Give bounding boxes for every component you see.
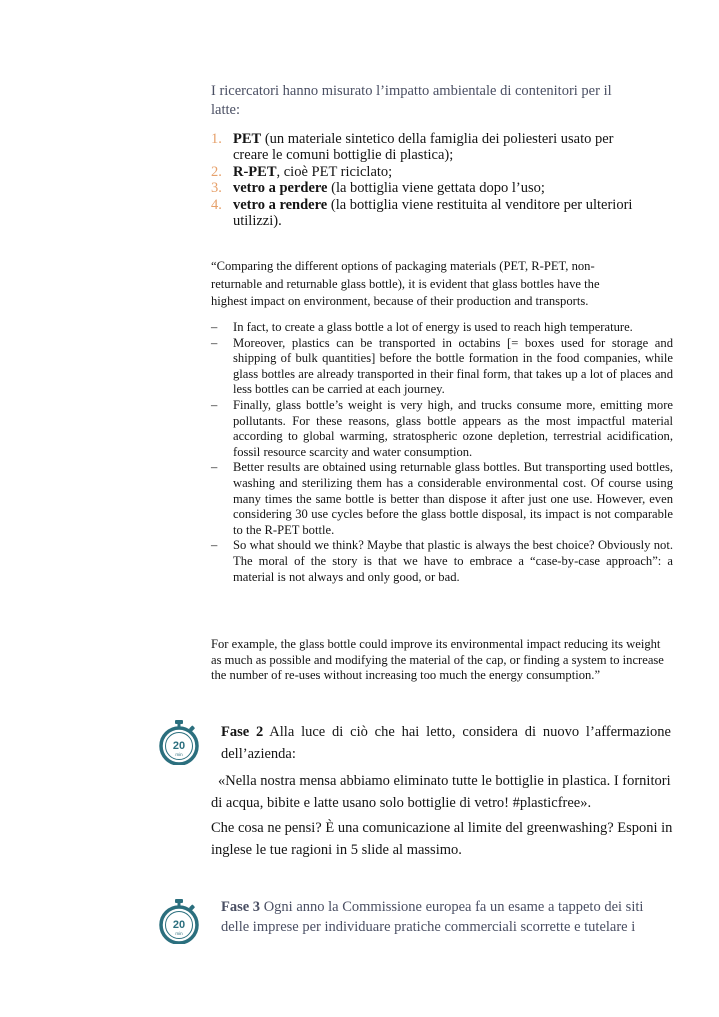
material-term: R-PET [233,163,277,180]
intro-paragraph: I ricercatori hanno misurato l’impatto ambientale di contenitori per il latte: [211,83,612,118]
phase2-intro [221,721,671,765]
materials-list-item [211,197,641,230]
material-description: (un materiale sintetico della famiglia dei poliesteri usato per creare le comuni bottiglie di plastica); [233,131,614,164]
materials-list-item [211,164,641,180]
material-term: PET [233,131,262,147]
list-number: 1. [211,131,222,147]
dash-bullet: – [211,335,218,350]
quote-point [211,460,673,538]
timer-minutes: 20 [172,740,186,752]
material-description: (la bottiglia viene gettata dopo l’uso; [327,180,545,197]
dash-bullet: – [211,460,218,475]
list-number: 2. [211,163,222,180]
stopwatch-icon [157,898,201,944]
quote-closing: For example, the glass bottle could improve its environmental impact reducing its weight as much as possible and modifying the material of the cap, or finding a system to increase the number of re-uses without increasing too much the energy consumption.” [211,637,664,683]
quote-intro: “Comparing the different options of packaging materials (PET, R-PET, non-returnable and returnable glass bottle), it is evident that glass bottles have the highest impact on environment, because of their production and transports. [211,259,600,308]
list-number: 4. [211,196,222,213]
quote-point [211,336,673,398]
phase3-body: Ogni anno la Commissione europea fa un esame a tappeto dei siti delle imprese per individuare pratiche commerciali scorrette e tutelare i [221,899,644,935]
phase2-question: Che cosa ne pensi? È una comunicazione al limite del greenwashing? Esponi in inglese le tue ragioni in 5 slide al massimo. [211,820,673,858]
material-description: , cioè PET riciclato; [276,163,393,180]
dash-bullet: – [211,320,218,334]
quote-points-list [211,320,673,585]
timer-unit: min [175,931,183,936]
dash-bullet: – [211,397,218,412]
material-description: (la bottiglia viene restituita al venditore per ulteriori utilizzi). [233,196,633,230]
quote-point [211,398,673,460]
materials-list [211,131,641,229]
materials-list-item [211,131,641,164]
quote-point-text: Moreover, plastics can be transported in octabins [= boxes used for storage and shipping of bulk quantities] before the bottle formation in the food companies, while glass bottles are already transported in their final form, that takes up a lot of places and less bottles can be carried at each journey. [233,335,673,397]
phase3-text [221,897,661,937]
materials-list-item [211,180,641,196]
quote-point-text: Finally, glass bottle’s weight is very high, and trucks consume more, emitting more pollutants. For these reasons, glass bottle appears as the most impactful material according to global warming, stratospheric ozone depletion, terrestrial acidification, fossil resource scarcity and water consumption. [233,397,673,459]
quote-point [211,538,673,585]
phase-label: Fase 3 [221,899,261,915]
company-statement: «Nella nostra mensa abbiamo eliminato tutte le bottiglie in plastica. I fornitori di acqua, bibite e latte usano solo bottiglie di vetro! #plasticfree». [211,773,671,811]
stopwatch-icon [157,719,201,765]
quote-point [211,320,673,336]
timer-unit: min [175,752,183,757]
quote-point-text: In fact, to create a glass bottle a lot of energy is used to reach high temperature. [233,320,633,334]
quote-point-text: So what should we think? Maybe that plastic is always the best choice? Obviously not. The moral of the story is that we have to embrace a “case-by-case approach”: a material is not always and only good, or bad. [233,538,673,584]
material-term: vetro a perdere [233,180,328,197]
quote-point-text: Better results are obtained using returnable glass bottles. But transporting used bottles, washing and sterilizing them has a considerable environmental cost. Of course using many times the same bottle is better than dispose it after just one use. However, even considering 30 use cycles before the glass bottle disposal, its impact is not comparable to the R-PET bottle. [233,460,673,537]
phase-label: Fase 2 [221,724,264,740]
timer-minutes: 20 [172,919,186,931]
phase2-intro-text: Alla luce di ciò che hai letto, considera di nuovo l’affermazione dell’azienda: [221,724,671,762]
dash-bullet: – [211,538,218,553]
list-number: 3. [211,180,222,197]
material-term: vetro a rendere [233,196,328,213]
